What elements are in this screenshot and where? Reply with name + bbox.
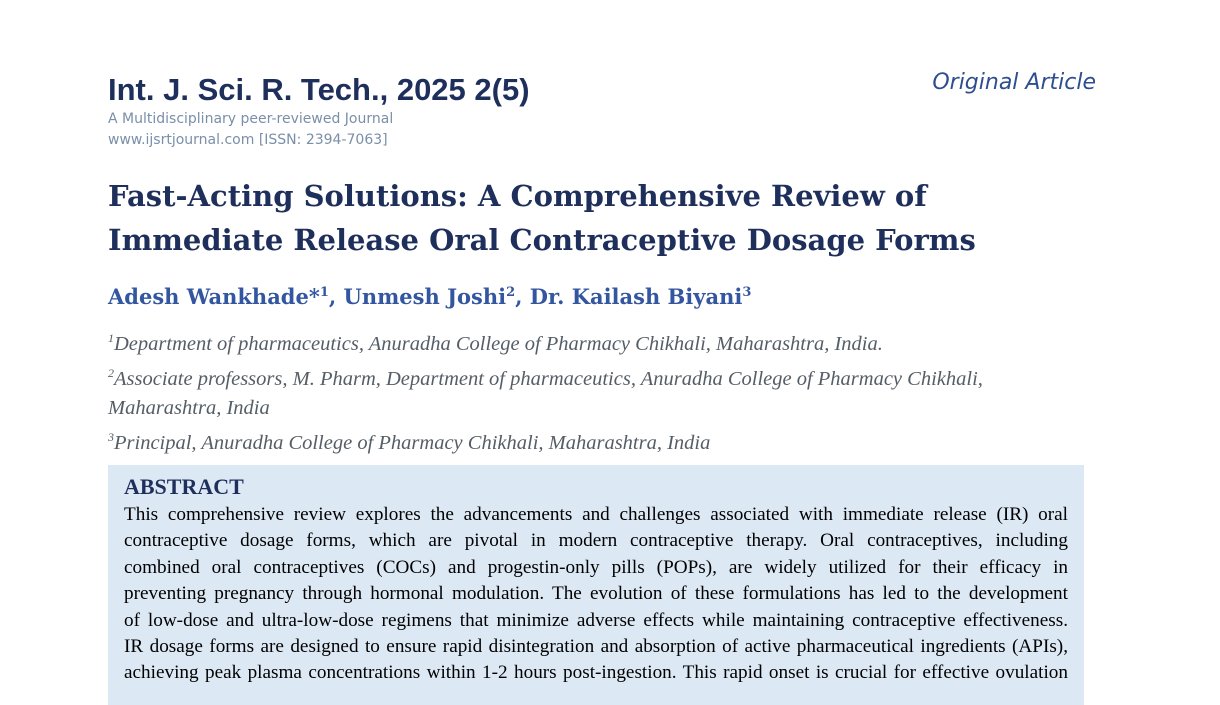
affiliation-text: Department of pharmaceutics, Anuradha College of Pharmacy Chikhali, Maharashtra, India. [114,332,883,355]
author-list [108,284,751,309]
author-affiliation-marker: 1 [319,285,329,300]
author-affiliation-marker: 2 [506,285,516,300]
affiliation-line [108,359,1068,394]
abstract-body [124,502,1068,687]
article-type-label: Original Article [932,70,1096,95]
abstract-line: of low-dose and ultra-low-dose regimens that minimize adverse effects while maintaining contraceptive effectiveness. [124,609,1068,631]
abstract-heading: ABSTRACT [124,474,244,499]
affiliation-line [108,324,1068,359]
abstract-line: achieving peak plasma concentrations within 1-2 hours post-ingestion. This rapid onset is crucial for effective ovulation [124,662,1068,684]
journal-title: Int. J. Sci. R. Tech., 2025 2(5) [108,72,530,107]
abstract-line: preventing pregnancy through hormonal modulation. The evolution of these formulations has led to the development [124,583,1068,605]
author-name: Dr. Kailash Biyani [529,284,743,309]
abstract-line: IR dosage forms are designed to ensure rapid disintegration and absorption of active pharmaceutical ingredients (APIs), [124,636,1068,658]
affiliation-line [108,423,1068,458]
affiliation-marker: 2 [108,365,114,380]
affiliation-marker: 1 [108,331,114,345]
affiliation-list [108,324,1068,457]
affiliation-text: Principal, Anuradha College of Pharmacy Chikhali, Maharashtra, India [114,431,711,454]
affiliation-marker: 3 [108,429,114,444]
journal-subtitle: A Multidisciplinary peer-reviewed Journal [108,111,394,127]
affiliation-line [108,394,1068,423]
paper-title-line: Immediate Release Oral Contraceptive Dosage Forms [108,223,976,257]
abstract-line: This comprehensive review explores the advancements and challenges associated with immediate release (IR) oral [124,504,1068,525]
author-affiliation-marker: 3 [742,285,752,300]
paper-title [108,174,1108,262]
abstract-line: contraceptive dosage forms, which are pivotal in modern contraceptive therapy. Oral contraceptives, including [124,530,1068,552]
author-name: Unmesh Joshi [343,284,507,309]
journal-website: www.ijsrtjournal.com [ISSN: 2394-7063] [108,132,388,148]
author-name: Adesh Wankhade* [108,284,320,309]
paper-title-line: Fast-Acting Solutions: A Comprehensive Review of [108,179,927,213]
author-separator: , [515,284,530,309]
abstract-section [108,465,1084,705]
author-separator: , [328,284,344,309]
affiliation-text: Associate professors, M. Pharm, Department of pharmaceutics, Anuradha College of Pharmacy Chikhali, [114,367,983,390]
abstract-line: combined oral contraceptives (COCs) and progestin-only pills (POPs), are widely utilized for their efficacy in [124,556,1068,578]
affiliation-text: Maharashtra, India [108,396,270,419]
